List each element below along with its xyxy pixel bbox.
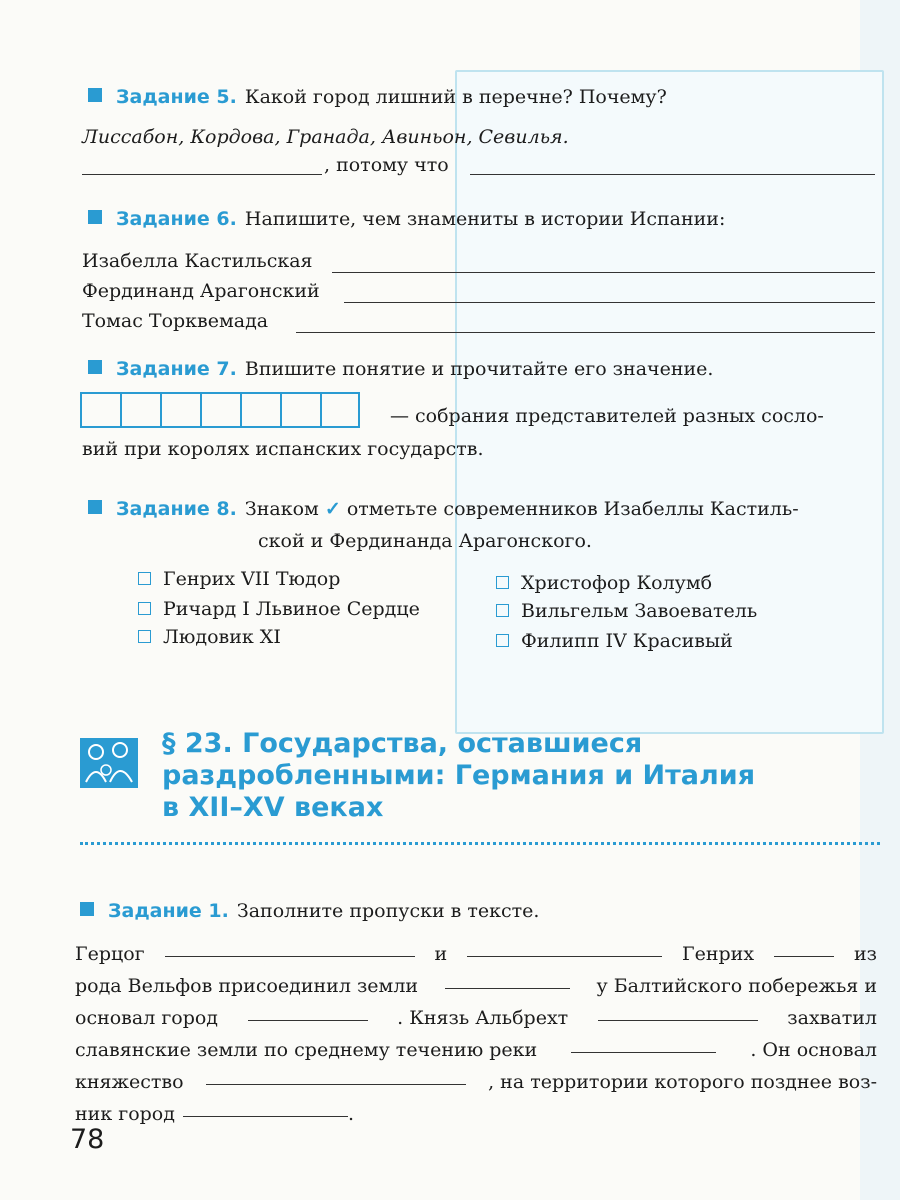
para-line-4 — [75, 1034, 877, 1066]
para-text: у Балтийского побережья и — [596, 975, 877, 997]
option-label: Генрих VII Тюдор — [163, 568, 341, 590]
fill-blank[interactable] — [571, 1034, 716, 1053]
para-text: из — [853, 943, 877, 965]
task5-question: Какой город лишний в перечне? Почему? — [244, 86, 667, 108]
checkmark-icon: ✓ — [324, 498, 341, 520]
task5-label: Задание 5. — [116, 86, 237, 108]
task5-city-list: Лиссабон, Кордова, Гранада, Авиньон, Севилья. — [82, 126, 569, 148]
option-label: Филипп IV Красивый — [521, 630, 733, 652]
fill-blank[interactable] — [248, 1002, 368, 1021]
option-label: Людовик XI — [163, 626, 281, 648]
task6-answer-line-1[interactable] — [332, 272, 875, 273]
fill-blank[interactable] — [183, 1098, 348, 1117]
task6-answer-line-3[interactable] — [296, 332, 875, 333]
para-text: захватил — [787, 1007, 877, 1029]
fill-blank[interactable] — [774, 938, 834, 957]
letter-cell[interactable] — [160, 392, 200, 428]
task5-answer-line-2[interactable] — [470, 174, 875, 175]
para-text: Герцог — [75, 943, 145, 965]
para-text: , на территории которого позднее воз- — [488, 1071, 877, 1093]
para-line-5 — [75, 1066, 877, 1098]
section-illustration-icon — [80, 738, 138, 788]
letter-cell[interactable] — [280, 392, 320, 428]
letter-cell[interactable] — [240, 392, 280, 428]
task1-question: Заполните пропуски в тексте. — [236, 900, 540, 922]
para-text: княжество — [75, 1071, 184, 1093]
option-left-2[interactable] — [138, 596, 420, 622]
task5-because-text: , потому что — [324, 154, 449, 176]
checkbox-icon[interactable] — [138, 630, 151, 643]
task8-question-part1: Знаком — [244, 498, 319, 520]
task6-person-3: Томас Торквемада — [82, 310, 269, 332]
checkbox-icon[interactable] — [138, 572, 151, 585]
fill-blank[interactable] — [467, 938, 662, 957]
task6-answer-line-2[interactable] — [344, 302, 875, 303]
section-title-line3: в XII–XV веках — [162, 792, 384, 823]
section-title — [162, 728, 862, 824]
option-label: Христофор Колумб — [521, 572, 713, 594]
task6-question: Напишите, чем знамениты в истории Испании: — [244, 208, 726, 230]
option-label: Вильгельм Завоеватель — [521, 600, 758, 622]
task6-person-2: Фердинанд Арагонский — [82, 280, 320, 302]
para-line-3 — [75, 1002, 877, 1034]
fill-blank[interactable] — [445, 970, 570, 989]
section-title-line2: раздробленными: Германия и Италия — [162, 760, 756, 791]
para-text: основал город — [75, 1007, 219, 1029]
task7-definition-line1: — собрания представителей разных сосло- — [390, 405, 824, 427]
para-text: и — [434, 943, 448, 965]
checkbox-icon[interactable] — [496, 604, 509, 617]
letter-cell[interactable] — [200, 392, 240, 428]
task7-letter-cells — [80, 392, 360, 428]
para-text: ник город — [75, 1103, 175, 1125]
task8-question-part2: отметьте современников Изабеллы Кастиль- — [346, 498, 799, 520]
letter-cell[interactable] — [80, 392, 120, 428]
task6-heading — [88, 206, 725, 232]
para-line-6 — [75, 1098, 877, 1130]
bullet-square-icon — [80, 902, 94, 916]
task7-label: Задание 7. — [116, 358, 237, 380]
option-right-2[interactable] — [496, 598, 757, 624]
para-text: рода Вельфов присоединил земли — [75, 975, 419, 997]
letter-cell[interactable] — [320, 392, 360, 428]
task6-label: Задание 6. — [116, 208, 237, 230]
option-left-3[interactable] — [138, 624, 281, 650]
page-number: 78 — [70, 1124, 105, 1155]
bullet-square-icon — [88, 360, 102, 374]
para-text: . Он основал — [750, 1039, 877, 1061]
bullet-square-icon — [88, 88, 102, 102]
para-text: . Князь Альбрехт — [397, 1007, 569, 1029]
task8-heading — [88, 496, 799, 522]
para-text: . — [347, 1103, 354, 1125]
checkbox-icon[interactable] — [496, 576, 509, 589]
bullet-square-icon — [88, 500, 102, 514]
task5-answer-line-1[interactable] — [82, 174, 322, 175]
task6-person-1: Изабелла Кастильская — [82, 250, 313, 272]
task8-question-line2: ской и Фердинанда Арагонского. — [258, 530, 592, 552]
fill-blank[interactable] — [165, 938, 415, 957]
checkbox-icon[interactable] — [496, 634, 509, 647]
task7-question: Впишите понятие и прочитайте его значение. — [244, 358, 714, 380]
task7-definition-line2: вий при королях испанских государств. — [82, 438, 484, 460]
task8-label: Задание 8. — [116, 498, 237, 520]
option-right-1[interactable] — [496, 570, 712, 596]
task1-paragraph — [75, 938, 877, 1130]
option-right-3[interactable] — [496, 628, 733, 654]
task1-label: Задание 1. — [108, 900, 229, 922]
para-text: славянские земли по среднему течению реки — [75, 1039, 538, 1061]
task5-heading — [88, 84, 667, 110]
para-line-1 — [75, 938, 877, 970]
fill-blank[interactable] — [206, 1066, 466, 1085]
para-line-2 — [75, 970, 877, 1002]
option-left-1[interactable] — [138, 566, 340, 592]
checkbox-icon[interactable] — [138, 602, 151, 615]
para-text: Генрих — [682, 943, 755, 965]
bullet-square-icon — [88, 210, 102, 224]
dotted-divider — [80, 842, 880, 845]
letter-cell[interactable] — [120, 392, 160, 428]
task7-heading — [88, 356, 713, 382]
fill-blank[interactable] — [598, 1002, 758, 1021]
section-title-line1: § 23. Государства, оставшиеся — [162, 728, 643, 759]
option-label: Ричард I Львиное Сердце — [163, 598, 420, 620]
task1-heading — [80, 898, 539, 924]
